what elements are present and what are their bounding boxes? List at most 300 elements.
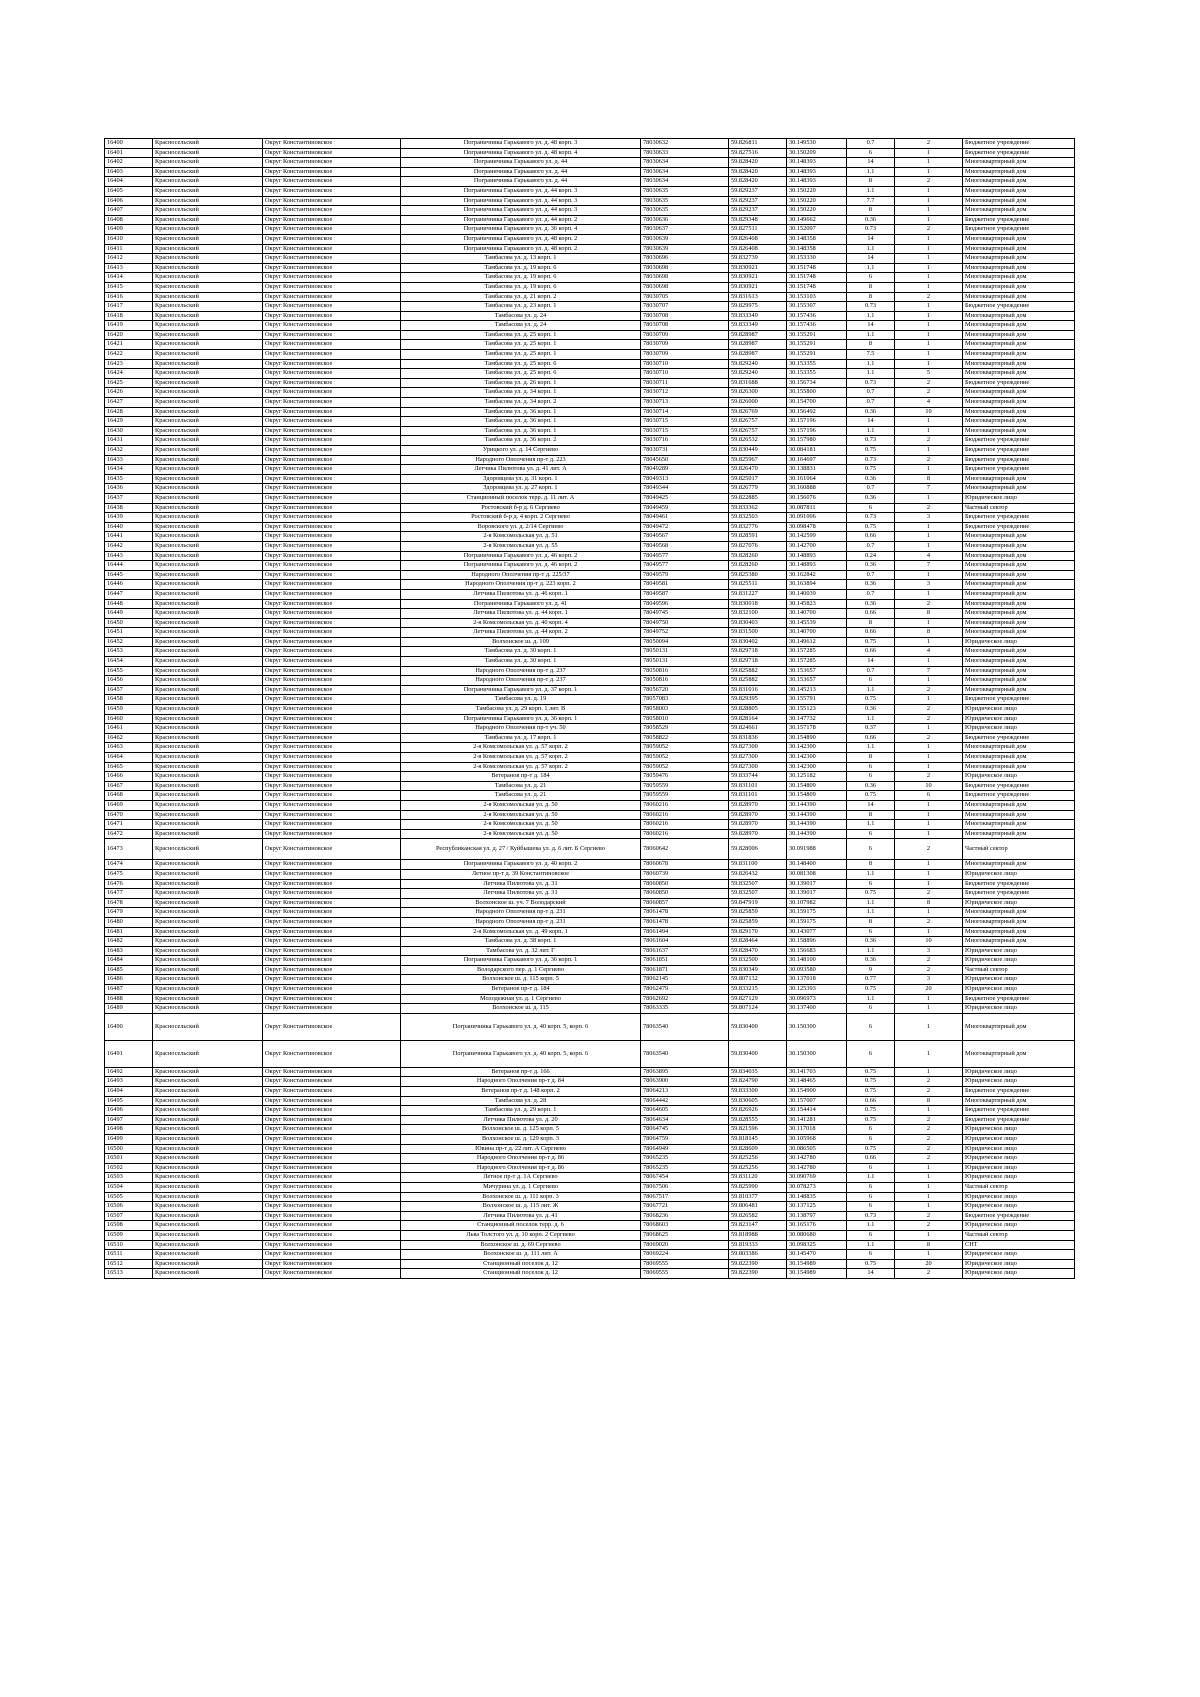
district-cell: Красносельский xyxy=(153,426,263,436)
row-number: 16429 xyxy=(105,417,153,427)
object-code-cell: 78050131 xyxy=(641,647,729,657)
longitude-cell: 30.148358 xyxy=(787,234,847,244)
source-type-cell: Многоквартирный дом xyxy=(963,580,1075,590)
district-cell: Красносельский xyxy=(153,1269,263,1279)
container-count-cell: 1 xyxy=(895,820,963,830)
row-number: 16452 xyxy=(105,637,153,647)
longitude-cell: 30.157436 xyxy=(787,311,847,321)
object-code-cell: 78030705 xyxy=(641,292,729,302)
district-cell: Красносельский xyxy=(153,158,263,168)
container-count-cell: 1 xyxy=(895,1173,963,1183)
container-volume-cell: 0.36 xyxy=(847,474,895,484)
table-row xyxy=(105,1259,1075,1269)
container-count-cell: 20 xyxy=(895,985,963,995)
address-cell: 2-я Комсомольская ул. д. 51 xyxy=(401,532,641,542)
longitude-cell: 30.145470 xyxy=(787,1250,847,1260)
table-row xyxy=(105,695,1075,705)
container-count-cell: 1 xyxy=(895,263,963,273)
district-cell: Красносельский xyxy=(153,618,263,628)
latitude-cell: 59.827516 xyxy=(729,148,787,158)
district-cell: Красносельский xyxy=(153,177,263,187)
object-code-cell: 78049425 xyxy=(641,493,729,503)
source-type-cell: Юридическое лицо xyxy=(963,1125,1075,1135)
table-row xyxy=(105,148,1075,158)
address-cell: 2-я Комсомольская ул. д. 50 xyxy=(401,800,641,810)
district-cell: Красносельский xyxy=(153,753,263,763)
object-code-cell: 78030698 xyxy=(641,273,729,283)
latitude-cell: 59.829718 xyxy=(729,647,787,657)
row-number: 16450 xyxy=(105,618,153,628)
latitude-cell: 59.821596 xyxy=(729,1125,787,1135)
district-cell: Красносельский xyxy=(153,436,263,446)
latitude-cell: 59.833349 xyxy=(729,311,787,321)
municipal-okrug-cell: Округ Константиновское xyxy=(263,695,401,705)
longitude-cell: 30.096973 xyxy=(787,994,847,1004)
row-number: 16483 xyxy=(105,946,153,956)
longitude-cell: 30.081308 xyxy=(787,869,847,879)
district-cell: Красносельский xyxy=(153,791,263,801)
municipal-okrug-cell: Округ Константиновское xyxy=(263,985,401,995)
longitude-cell: 30.154890 xyxy=(787,733,847,743)
address-cell: Летчика Пилютова ул. д. 31 xyxy=(401,889,641,899)
latitude-cell: 59.831688 xyxy=(729,378,787,388)
container-count-cell: 1 xyxy=(895,657,963,667)
address-cell: Тамбасова ул. д. 21 xyxy=(401,781,641,791)
longitude-cell: 30.080680 xyxy=(787,1230,847,1240)
container-count-cell: 1 xyxy=(895,637,963,647)
container-volume-cell: 14 xyxy=(847,657,895,667)
district-cell: Красносельский xyxy=(153,898,263,908)
row-number: 16470 xyxy=(105,810,153,820)
container-count-cell: 2 xyxy=(895,1125,963,1135)
row-number: 16464 xyxy=(105,753,153,763)
address-cell: Волхонское ш. д. 111 корп. 3 xyxy=(401,1192,641,1202)
district-cell: Красносельский xyxy=(153,589,263,599)
row-number: 16510 xyxy=(105,1240,153,1250)
object-code-cell: 78049567 xyxy=(641,532,729,542)
object-code-cell: 78049289 xyxy=(641,465,729,475)
row-number: 16498 xyxy=(105,1125,153,1135)
table-row xyxy=(105,541,1075,551)
container-count-cell: 1 xyxy=(895,1182,963,1192)
municipal-okrug-cell: Округ Константиновское xyxy=(263,561,401,571)
table-row xyxy=(105,455,1075,465)
container-volume-cell: 8 xyxy=(847,618,895,628)
object-code-cell: 78061637 xyxy=(641,946,729,956)
container-count-cell: 1 xyxy=(895,196,963,206)
district-cell: Красносельский xyxy=(153,1125,263,1135)
row-number: 16460 xyxy=(105,714,153,724)
row-number: 16475 xyxy=(105,869,153,879)
longitude-cell: 30.145823 xyxy=(787,599,847,609)
longitude-cell: 30.155291 xyxy=(787,330,847,340)
container-volume-cell: 0.75 xyxy=(847,1106,895,1116)
row-number: 16482 xyxy=(105,937,153,947)
table-row xyxy=(105,436,1075,446)
object-code-cell: 78049472 xyxy=(641,522,729,532)
object-code-cell: 78059052 xyxy=(641,762,729,772)
object-code-cell: 78061604 xyxy=(641,937,729,947)
source-type-cell: Бюджетное учреждение xyxy=(963,465,1075,475)
municipal-okrug-cell: Округ Константиновское xyxy=(263,657,401,667)
source-type-cell: Многоквартирный дом xyxy=(963,398,1075,408)
source-type-cell: Бюджетное учреждение xyxy=(963,378,1075,388)
object-code-cell: 78065235 xyxy=(641,1154,729,1164)
container-count-cell: 1 xyxy=(895,186,963,196)
longitude-cell: 30.145539 xyxy=(787,618,847,628)
container-volume-cell: 0.36 xyxy=(847,561,895,571)
container-count-cell: 1 xyxy=(895,350,963,360)
address-cell: 2-я Комсомольская ул. д. 40 корп. 4 xyxy=(401,618,641,628)
source-type-cell: Многоквартирный дом xyxy=(963,340,1075,350)
address-cell: Волхонское ш. д. 115 лит. Ж xyxy=(401,1202,641,1212)
table-row xyxy=(105,898,1075,908)
source-type-cell: Многоквартирный дом xyxy=(963,589,1075,599)
row-number: 16424 xyxy=(105,369,153,379)
longitude-cell: 30.139017 xyxy=(787,889,847,899)
address-cell: Тамбасова ул. д. 24 xyxy=(401,311,641,321)
container-count-cell: 2 xyxy=(895,1269,963,1279)
address-cell: Льва Толстого ул. д. 10 корп. 2 Сергиево xyxy=(401,1230,641,1240)
container-volume-cell: 1.1 xyxy=(847,244,895,254)
row-number: 16443 xyxy=(105,551,153,561)
container-count-cell: 1 xyxy=(895,446,963,456)
municipal-okrug-cell: Округ Константиновское xyxy=(263,1173,401,1183)
row-number: 16457 xyxy=(105,685,153,695)
container-volume-cell: 0.77 xyxy=(847,975,895,985)
source-type-cell: Частный сектор xyxy=(963,839,1075,860)
object-code-cell: 78030637 xyxy=(641,225,729,235)
row-number: 16503 xyxy=(105,1173,153,1183)
municipal-okrug-cell: Округ Константиновское xyxy=(263,350,401,360)
container-volume-cell: 14 xyxy=(847,321,895,331)
object-code-cell: 78030713 xyxy=(641,398,729,408)
object-code-cell: 78030709 xyxy=(641,340,729,350)
object-code-cell: 78049344 xyxy=(641,484,729,494)
container-count-cell: 2 xyxy=(895,1077,963,1087)
district-cell: Красносельский xyxy=(153,263,263,273)
district-cell: Красносельский xyxy=(153,1250,263,1260)
longitude-cell: 30.139017 xyxy=(787,879,847,889)
object-code-cell: 78064745 xyxy=(641,1125,729,1135)
latitude-cell: 59.826769 xyxy=(729,407,787,417)
longitude-cell: 30.148893 xyxy=(787,551,847,561)
object-code-cell: 78030707 xyxy=(641,302,729,312)
district-cell: Красносельский xyxy=(153,733,263,743)
district-cell: Красносельский xyxy=(153,879,263,889)
municipal-okrug-cell: Округ Константиновское xyxy=(263,206,401,216)
longitude-cell: 30.164697 xyxy=(787,455,847,465)
container-count-cell: 2 xyxy=(895,1087,963,1097)
table-row xyxy=(105,234,1075,244)
table-row xyxy=(105,263,1075,273)
row-number: 16447 xyxy=(105,589,153,599)
district-cell: Красносельский xyxy=(153,800,263,810)
container-count-cell: 1 xyxy=(895,244,963,254)
district-cell: Красносельский xyxy=(153,965,263,975)
source-type-cell: Бюджетное учреждение xyxy=(963,994,1075,1004)
source-type-cell: Многоквартирный дом xyxy=(963,917,1075,927)
source-type-cell: Многоквартирный дом xyxy=(963,908,1075,918)
object-code-cell: 78030715 xyxy=(641,426,729,436)
district-cell: Красносельский xyxy=(153,407,263,417)
container-count-cell: 1 xyxy=(895,426,963,436)
table-row xyxy=(105,743,1075,753)
container-count-cell: 2 xyxy=(895,1154,963,1164)
longitude-cell: 30.157285 xyxy=(787,657,847,667)
longitude-cell: 30.150220 xyxy=(787,186,847,196)
object-code-cell: 78049313 xyxy=(641,474,729,484)
container-volume-cell: 1.1 xyxy=(847,426,895,436)
object-code-cell: 78060216 xyxy=(641,810,729,820)
address-cell: Станционный поселок терр. д. 6 xyxy=(401,1221,641,1231)
source-type-cell: Многоквартирный дом xyxy=(963,426,1075,436)
municipal-okrug-cell: Округ Константиновское xyxy=(263,234,401,244)
container-volume-cell: 7.7 xyxy=(847,196,895,206)
table-row xyxy=(105,369,1075,379)
container-count-cell: 1 xyxy=(895,1202,963,1212)
row-number: 16504 xyxy=(105,1182,153,1192)
district-cell: Красносельский xyxy=(153,330,263,340)
municipal-okrug-cell: Округ Константиновское xyxy=(263,139,401,149)
address-cell: Тамбасова ул. д. 28 xyxy=(401,1096,641,1106)
object-code-cell: 78060678 xyxy=(641,860,729,870)
longitude-cell: 30.153657 xyxy=(787,666,847,676)
object-code-cell: 78065235 xyxy=(641,1163,729,1173)
longitude-cell: 30.154989 xyxy=(787,1259,847,1269)
container-volume-cell: 6 xyxy=(847,879,895,889)
container-volume-cell: 0.36 xyxy=(847,781,895,791)
address-cell: Ветеранов пр-т д. 184 xyxy=(401,985,641,995)
district-cell: Красносельский xyxy=(153,321,263,331)
source-type-cell: Юридическое лицо xyxy=(963,493,1075,503)
container-count-cell: 1 xyxy=(895,676,963,686)
container-count-cell: 1 xyxy=(895,1230,963,1240)
table-row xyxy=(105,637,1075,647)
container-count-cell: 1 xyxy=(895,927,963,937)
container-volume-cell: 0.75 xyxy=(847,637,895,647)
row-number: 16448 xyxy=(105,599,153,609)
row-number: 16405 xyxy=(105,186,153,196)
container-volume-cell: 0.75 xyxy=(847,1067,895,1077)
address-cell: Тамбасова ул. д. 25 корп. 6 xyxy=(401,359,641,369)
address-cell: Пограничника Гарькавого ул. д. 36 корп. 1 xyxy=(401,956,641,966)
municipal-okrug-cell: Округ Константиновское xyxy=(263,666,401,676)
latitude-cell: 59.832100 xyxy=(729,609,787,619)
table-row xyxy=(105,580,1075,590)
container-volume-cell: 6 xyxy=(847,1202,895,1212)
source-type-cell: Многоквартирный дом xyxy=(963,282,1075,292)
table-row xyxy=(105,206,1075,216)
container-count-cell: 1 xyxy=(895,541,963,551)
municipal-okrug-cell: Округ Константиновское xyxy=(263,254,401,264)
latitude-cell: 59.825256 xyxy=(729,1154,787,1164)
district-cell: Красносельский xyxy=(153,869,263,879)
address-cell: Тамбасова ул. д. 34 корп. 1 xyxy=(401,388,641,398)
district-cell: Красносельский xyxy=(153,493,263,503)
address-cell: Пограничника Гарькавого ул. д. 44 корп. 3 xyxy=(401,206,641,216)
row-number: 16445 xyxy=(105,570,153,580)
district-cell: Красносельский xyxy=(153,282,263,292)
municipal-okrug-cell: Округ Константиновское xyxy=(263,1040,401,1067)
source-type-cell: Многоквартирный дом xyxy=(963,937,1075,947)
longitude-cell: 30.148393 xyxy=(787,158,847,168)
row-number: 16511 xyxy=(105,1250,153,1260)
source-type-cell: Многоквартирный дом xyxy=(963,541,1075,551)
source-type-cell: Бюджетное учреждение xyxy=(963,781,1075,791)
latitude-cell: 59.830400 xyxy=(729,1013,787,1040)
latitude-cell: 59.832739 xyxy=(729,254,787,264)
latitude-cell: 59.828420 xyxy=(729,167,787,177)
table-row xyxy=(105,657,1075,667)
container-count-cell: 3 xyxy=(895,975,963,985)
container-volume-cell: 8 xyxy=(847,292,895,302)
container-volume-cell: 0.7 xyxy=(847,570,895,580)
latitude-cell: 59.822390 xyxy=(729,1259,787,1269)
source-type-cell: Многоквартирный дом xyxy=(963,263,1075,273)
table-row xyxy=(105,589,1075,599)
object-code-cell: 78064213 xyxy=(641,1087,729,1097)
container-volume-cell: 1.1 xyxy=(847,946,895,956)
municipal-okrug-cell: Округ Константиновское xyxy=(263,398,401,408)
district-cell: Красносельский xyxy=(153,234,263,244)
longitude-cell: 30.161064 xyxy=(787,474,847,484)
table-row xyxy=(105,570,1075,580)
table-row xyxy=(105,177,1075,187)
table-row xyxy=(105,522,1075,532)
source-type-cell: Многоквартирный дом xyxy=(963,743,1075,753)
longitude-cell: 30.141703 xyxy=(787,1067,847,1077)
table-row xyxy=(105,282,1075,292)
address-cell: Пограничника Гарькавого ул. д. 48 корп. 3 xyxy=(401,139,641,149)
source-type-cell: Многоквартирный дом xyxy=(963,311,1075,321)
container-volume-cell: 0.7 xyxy=(847,388,895,398)
address-cell: Летное пр-т д. 39 Константиновское xyxy=(401,869,641,879)
object-code-cell: 78049577 xyxy=(641,551,729,561)
container-count-cell: 4 xyxy=(895,647,963,657)
address-cell: Волхонское ш. д. 115 xyxy=(401,1004,641,1014)
longitude-cell: 30.144390 xyxy=(787,820,847,830)
container-count-cell: 7 xyxy=(895,484,963,494)
container-volume-cell: 6 xyxy=(847,1250,895,1260)
table-row xyxy=(105,1067,1075,1077)
row-number: 16404 xyxy=(105,177,153,187)
source-type-cell: Юридическое лицо xyxy=(963,1163,1075,1173)
object-code-cell: 78030635 xyxy=(641,196,729,206)
container-count-cell: 1 xyxy=(895,493,963,503)
table-row xyxy=(105,1173,1075,1183)
district-cell: Красносельский xyxy=(153,839,263,860)
container-volume-cell: 14 xyxy=(847,417,895,427)
container-volume-cell: 0.7 xyxy=(847,398,895,408)
container-volume-cell: 8 xyxy=(847,206,895,216)
address-cell: Тамбасова ул. д. 19 корп. 6 xyxy=(401,282,641,292)
address-cell: Пограничника Гарькавого ул. д. 46 корп. 2 xyxy=(401,551,641,561)
container-volume-cell: 14 xyxy=(847,234,895,244)
object-code-cell: 78068236 xyxy=(641,1211,729,1221)
object-code-cell: 78030708 xyxy=(641,311,729,321)
object-code-cell: 78064949 xyxy=(641,1144,729,1154)
row-number: 16418 xyxy=(105,311,153,321)
latitude-cell: 59.833215 xyxy=(729,985,787,995)
container-volume-cell: 6 xyxy=(847,503,895,513)
row-number: 16437 xyxy=(105,493,153,503)
row-number: 16442 xyxy=(105,541,153,551)
object-code-cell: 78050131 xyxy=(641,657,729,667)
object-code-cell: 78030635 xyxy=(641,186,729,196)
municipal-okrug-cell: Округ Константиновское xyxy=(263,1192,401,1202)
latitude-cell: 59.825511 xyxy=(729,580,787,590)
municipal-okrug-cell: Округ Константиновское xyxy=(263,937,401,947)
district-cell: Красносельский xyxy=(153,1182,263,1192)
municipal-okrug-cell: Округ Константиновское xyxy=(263,244,401,254)
object-code-cell: 78049745 xyxy=(641,609,729,619)
object-code-cell: 78030698 xyxy=(641,263,729,273)
container-count-cell: 1 xyxy=(895,167,963,177)
municipal-okrug-cell: Округ Константиновское xyxy=(263,196,401,206)
latitude-cell: 59.803386 xyxy=(729,1250,787,1260)
address-cell: Здоровцева ул. д. 31 корп. 1 xyxy=(401,474,641,484)
district-cell: Красносельский xyxy=(153,196,263,206)
latitude-cell: 59.832503 xyxy=(729,513,787,523)
container-volume-cell: 1.1 xyxy=(847,898,895,908)
row-number: 16509 xyxy=(105,1230,153,1240)
address-cell: Летчика Пилютова ул. д. 41 лит. А xyxy=(401,465,641,475)
longitude-cell: 30.153330 xyxy=(787,254,847,264)
row-number: 16489 xyxy=(105,1004,153,1014)
source-type-cell: Юридическое лицо xyxy=(963,714,1075,724)
district-cell: Красносельский xyxy=(153,628,263,638)
source-type-cell: Бюджетное учреждение xyxy=(963,1087,1075,1097)
table-row xyxy=(105,985,1075,995)
container-count-cell: 1 xyxy=(895,254,963,264)
longitude-cell: 30.155123 xyxy=(787,705,847,715)
longitude-cell: 30.162842 xyxy=(787,570,847,580)
latitude-cell: 59.825882 xyxy=(729,676,787,686)
object-code-cell: 78060850 xyxy=(641,889,729,899)
source-type-cell: Многоквартирный дом xyxy=(963,927,1075,937)
latitude-cell: 59.825990 xyxy=(729,1182,787,1192)
district-cell: Красносельский xyxy=(153,937,263,947)
source-type-cell: Частный сектор xyxy=(963,965,1075,975)
container-count-cell: 3 xyxy=(895,513,963,523)
latitude-cell: 59.823147 xyxy=(729,1221,787,1231)
address-cell: 2-я Комсомольская ул. д. 57 корп. 2 xyxy=(401,753,641,763)
object-code-cell: 78058010 xyxy=(641,714,729,724)
table-row xyxy=(105,254,1075,264)
source-type-cell: Многоквартирный дом xyxy=(963,532,1075,542)
district-cell: Красносельский xyxy=(153,724,263,734)
row-number: 16478 xyxy=(105,898,153,908)
object-code-cell: 78049461 xyxy=(641,513,729,523)
latitude-cell: 59.830402 xyxy=(729,637,787,647)
container-volume-cell: 0.36 xyxy=(847,937,895,947)
table-row xyxy=(105,956,1075,966)
table-row xyxy=(105,484,1075,494)
table-row xyxy=(105,965,1075,975)
address-cell: Тамбасова ул. д. 26 корп. 1 xyxy=(401,378,641,388)
container-count-cell: 20 xyxy=(895,1259,963,1269)
container-volume-cell: 6 xyxy=(847,927,895,937)
municipal-okrug-cell: Округ Константиновское xyxy=(263,1211,401,1221)
municipal-okrug-cell: Округ Константиновское xyxy=(263,1125,401,1135)
source-type-cell: Многоквартирный дом xyxy=(963,820,1075,830)
container-count-cell: 1 xyxy=(895,340,963,350)
container-volume-cell: 0.75 xyxy=(847,985,895,995)
table-row xyxy=(105,1115,1075,1125)
address-cell: Тамбасова ул. д. 25 корп. 6 xyxy=(401,369,641,379)
latitude-cell: 59.834035 xyxy=(729,1067,787,1077)
